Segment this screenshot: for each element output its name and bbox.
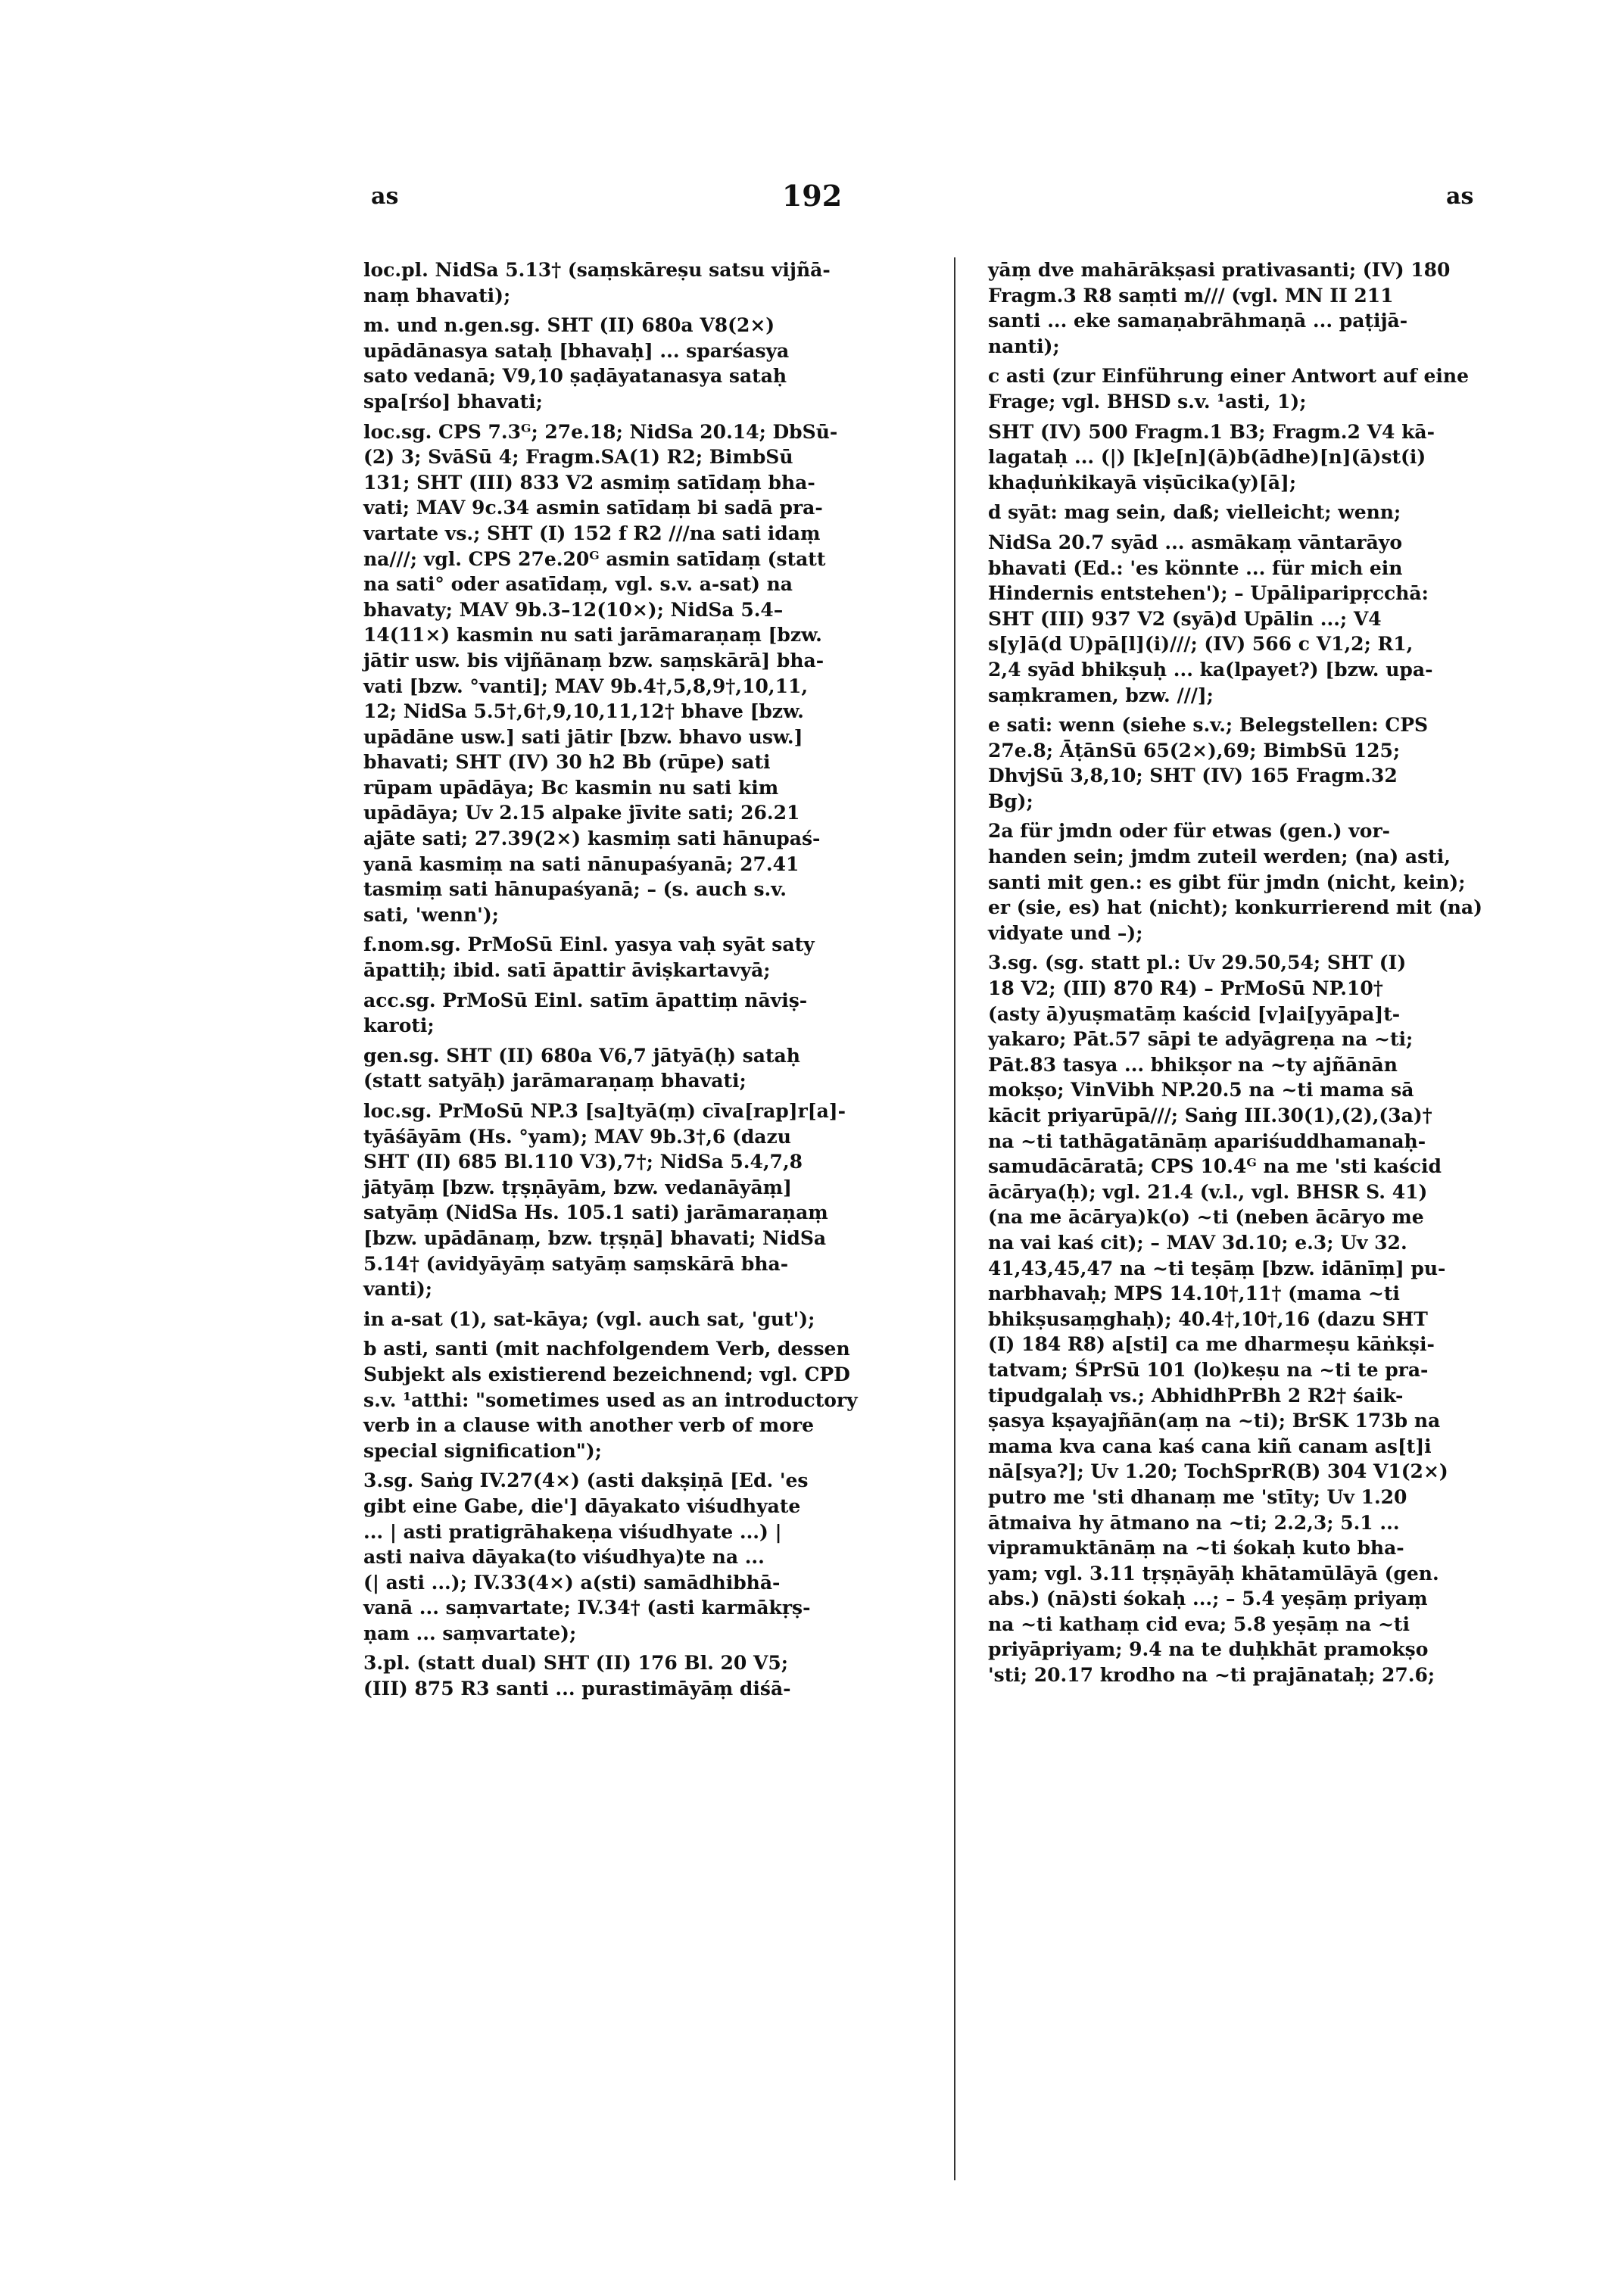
entry-line: 2,4 syād bhikṣuḥ ... ka(lpayet?) [bzw. upa- (988, 658, 1433, 681)
entry-line: b asti, santi (mit nachfolgendem Verb, dessen (363, 1338, 850, 1360)
entry-line: Fragm.3 R8 saṃti m/// (vgl. MN II 211 (988, 284, 1394, 307)
dictionary-entry (363, 1307, 897, 1332)
entry-line: upādāya; Uv 2.15 alpake jīvite sati; 26.21 (363, 802, 800, 824)
entry-line: yanā kasmiṃ na sati nānupaśyanā; 27.41 (363, 852, 800, 875)
entry-line: narbhavaḥ; MPS 14.10†,11† (mama ~ti (988, 1282, 1400, 1305)
entry-line: s.v. ¹atthi: "sometimes used as an introductory (363, 1388, 858, 1411)
entry-line: SHT (IV) 500 Fragm.1 B3; Fragm.2 V4 kā- (988, 420, 1435, 443)
entry-line: satyāṃ (NidSa Hs. 105.1 sati) jarāmaraṇaṃ (363, 1201, 828, 1224)
entry-line: 2a für jmdn oder für etwas (gen.) vor- (988, 820, 1391, 843)
entry-line: gibt eine Gabe, die'] dāyakato viśudhyate (363, 1494, 801, 1517)
entry-line: bhavaty; MAV 9b.3–12(10×); NidSa 5.4– (363, 598, 784, 621)
entry-line: ātmaiva hy ātmano na ~ti; 2.2,3; 5.1 ... (988, 1511, 1400, 1534)
left-column (363, 257, 897, 1706)
entry-line: f.nom.sg. PrMoSū Einl. yasya vaḥ syāt saty (363, 933, 815, 956)
entry-line: SHT (II) 685 Bl.110 V3),7†; NidSa 5.4,7,8 (363, 1151, 803, 1173)
dictionary-entry (988, 363, 1522, 414)
entry-line: khaḍuṅkikayā viṣūcika(y)[ā]; (988, 471, 1297, 494)
dictionary-entry (988, 712, 1522, 814)
entry-line: saṃkramen, bzw. ///]; (988, 684, 1214, 706)
entry-line: abs.) (nā)sti śokaḥ ...; – 5.4 yeṣāṃ priyaṃ (988, 1588, 1428, 1610)
entry-line: mama kva cana kaś cana kiñ canam as[t]i (988, 1435, 1432, 1457)
entry-line: santi ... eke samaṇabrāhmaṇā ... paṭijā- (988, 310, 1408, 332)
entry-line: na vai kaś cit); – MAV 3d.10; e.3; Uv 32. (988, 1231, 1407, 1254)
entry-line: 3.sg. Saṅg IV.27(4×) (asti dakṣiṇā [Ed. 'es (363, 1469, 809, 1492)
entry-line: rūpam upādāya; Bc kasmin nu sati kim (363, 776, 779, 799)
dictionary-entry (363, 419, 897, 928)
running-head-right: as (1446, 183, 1474, 210)
entry-line: āpattiḥ; ibid. satī āpattir āviṣkartavyā; (363, 959, 771, 982)
entry-line: samudācāratā; CPS 10.4ᴳ na me 'sti kaścid (988, 1155, 1442, 1178)
entry-line: priyāpriyam; 9.4 na te duḥkhāt pramokṣo (988, 1638, 1429, 1661)
entry-line: jātir usw. bis vijñānaṃ bzw. saṃskārā] bha- (363, 649, 824, 672)
entry-line: yam; vgl. 3.11 tṛṣṇāyāḥ khātamūlāyā (gen. (988, 1562, 1439, 1585)
entry-line: ... | asti pratigrāhakeṇa viśudhyate ...) | (363, 1520, 782, 1543)
entry-line: loc.pl. NidSa 5.13† (saṃskāreṣu satsu vijñā- (363, 259, 831, 281)
entry-line: tatvam; ŚPrSū 101 (lo)keṣu na ~ti te pra- (988, 1358, 1429, 1381)
entry-line: nā[sya?]; Uv 1.20; TochSprR(B) 304 V1(2×) (988, 1460, 1448, 1483)
entry-line: na ~ti kathaṃ cid eva; 5.8 yeṣāṃ na ~ti (988, 1613, 1410, 1635)
entry-line: er (sie, es) hat (nicht); konkurrierend mit (na) (988, 896, 1482, 919)
entry-line: bhavati; SHT (IV) 30 h2 Bb (rūpe) sati (363, 751, 771, 774)
entry-line: [bzw. upādānaṃ, bzw. tṛṣṇā] bhavati; NidSa (363, 1226, 827, 1249)
entry-line: special signification"); (363, 1439, 602, 1462)
dictionary-entry (363, 1043, 897, 1094)
page-number: 192 (781, 179, 843, 213)
entry-line: na///; vgl. CPS 27e.20ᴳ asmin satīdaṃ (statt (363, 547, 826, 570)
entry-line: tipudgalaḥ vs.; AbhidhPrBh 2 R2† śaik- (988, 1384, 1404, 1407)
entry-line: verb in a clause with another verb of more (363, 1414, 814, 1437)
entry-line: na ~ti tathāgatānāṃ apariśuddhamanaḥ- (988, 1130, 1426, 1152)
dictionary-entry (363, 1098, 897, 1302)
dictionary-entry (988, 257, 1522, 359)
dictionary-entry (363, 257, 897, 308)
entry-line: sato vedanā; V9,10 ṣaḍāyatanasya sataḥ (363, 365, 787, 388)
entry-line: mokṣo; VinVibh NP.20.5 na ~ti mama sā (988, 1079, 1414, 1102)
entry-line: yāṃ dve mahārākṣasi prativasanti; (IV) 180 (988, 259, 1451, 281)
dictionary-entry (988, 500, 1522, 525)
entry-line: Frage; vgl. BHSD s.v. ¹asti, 1); (988, 390, 1307, 413)
entry-line: loc.sg. CPS 7.3ᴳ; 27e.18; NidSa 20.14; DbSū- (363, 420, 838, 443)
entry-line: tyāśāyām (Hs. °yam); MAV 9b.3†,6 (dazu (363, 1125, 791, 1148)
entry-line: 18 V2; (III) 870 R4) – PrMoSū NP.10† (988, 977, 1383, 1000)
entry-line: Bg); (988, 790, 1033, 812)
dictionary-entry (363, 1468, 897, 1646)
entry-line: Subjekt als existierend bezeichnend; vgl. CPD (363, 1363, 850, 1385)
entry-line: vati; MAV 9c.34 asmin satīdaṃ bi sadā pra- (363, 497, 823, 519)
page-header (0, 179, 1624, 224)
entry-line: d syāt: mag sein, daß; vielleicht; wenn; (988, 501, 1401, 524)
entry-line: spa[rśo] bhavati; (363, 390, 543, 413)
entry-line: 27e.8; ĀṭānSū 65(2×),69; BimbSū 125; (988, 739, 1401, 762)
dictionary-entry (988, 950, 1522, 1687)
entry-line: ṣasya kṣayajñān(aṃ na ~ti); BrSK 173b na (988, 1410, 1441, 1432)
dictionary-entry (363, 932, 897, 983)
entry-line: jātyāṃ [bzw. tṛṣṇāyām, bzw. vedanāyāṃ] (363, 1176, 792, 1198)
entry-line: ācārya(ḥ); vgl. 21.4 (v.l., vgl. BHSR S. 41) (988, 1180, 1428, 1203)
dictionary-entry (363, 313, 897, 414)
entry-line: DhvjSū 3,8,10; SHT (IV) 165 Fragm.32 (988, 765, 1398, 787)
entry-line: upādāne usw.] sati jātir [bzw. bhavo usw.] (363, 725, 803, 748)
entry-line: (2) 3; SvāSū 4; Fragm.SA(1) R2; BimbSū (363, 446, 793, 469)
entry-line: e sati: wenn (siehe s.v.; Belegstellen: CPS (988, 714, 1429, 737)
entry-line: santi mit gen.: es gibt für jmdn (nicht, kein); (988, 871, 1466, 893)
entry-line: 3.sg. (sg. statt pl.: Uv 29.50,54; SHT (I) (988, 952, 1407, 974)
entry-line: karoti; (363, 1014, 435, 1037)
entry-line: in a-sat (1), sat-kāya; (vgl. auch sat, 'gut'); (363, 1307, 815, 1330)
entry-line: putro me 'sti dhanaṃ me 'stīty; Uv 1.20 (988, 1485, 1407, 1508)
entry-line: na sati° oder asatīdaṃ, vgl. s.v. a-sat) na (363, 573, 793, 596)
entry-line: Hindernis entstehen'); – Upāliparipṛcchā: (988, 582, 1429, 605)
entry-line: 'sti; 20.17 krodho na ~ti prajānataḥ; 27.6; (988, 1664, 1435, 1687)
entry-line: c asti (zur Einführung einer Antwort auf eine (988, 365, 1469, 388)
entry-line: sati, 'wenn'); (363, 903, 499, 926)
entry-line: ajāte sati; 27.39(2×) kasmiṃ sati hānupaś- (363, 827, 821, 850)
entry-line: NidSa 20.7 syād ... asmākaṃ vāntarāyo (988, 531, 1402, 553)
entry-line: vartate vs.; SHT (I) 152 f R2 ///na sati idaṃ (363, 522, 821, 544)
entry-line: lagataḥ ... (|) [k]e[n](ā)b(ādhe)[n](ā)st(i) (988, 446, 1426, 469)
entry-line: (asty ā)yuṣmatāṃ kaścid [v]ai[yyāpa]t- (988, 1002, 1401, 1025)
dictionary-entry (363, 1336, 897, 1463)
entry-line: vipramuktānāṃ na ~ti śokaḥ kuto bha- (988, 1537, 1404, 1560)
entry-line: asti naiva dāyaka(to viśudhya)te na ... (363, 1546, 765, 1569)
entry-line: nanti); (988, 335, 1060, 357)
entry-line: (statt satyāḥ) jarāmaraṇaṃ bhavati; (363, 1070, 747, 1092)
entry-line: loc.sg. PrMoSū NP.3 [sa]tyā(ṃ) cīva[rap]r[a]- (363, 1100, 846, 1122)
entry-line: 3.pl. (statt dual) SHT (II) 176 Bl. 20 V5; (363, 1652, 788, 1675)
entry-line: acc.sg. PrMoSū Einl. satīm āpattiṃ nāviṣ- (363, 989, 808, 1011)
dictionary-entry (988, 419, 1522, 496)
entry-line: 12; NidSa 5.5†,6†,9,10,11,12† bhave [bzw. (363, 700, 804, 723)
entry-line: kācit priyarūpā///; Saṅg III.30(1),(2),(3a)† (988, 1105, 1432, 1126)
entry-line: vanā ... saṃvartate; IV.34† (asti karmākṛṣ- (363, 1597, 811, 1619)
entry-line: handen sein; jmdm zuteil werden; (na) asti, (988, 846, 1451, 868)
entry-line: 41,43,45,47 na ~ti teṣāṃ [bzw. idānīṃ] pu- (988, 1257, 1446, 1279)
entry-line: bhikṣusaṃghaḥ); 40.4†,10†,16 (dazu SHT (988, 1307, 1428, 1330)
entry-line: naṃ bhavati); (363, 284, 511, 307)
entry-line: tasmiṃ sati hānupaśyanā; – (s. auch s.v. (363, 878, 787, 901)
entry-line: yakaro; Pāt.57 sāpi te adyāgreṇa na ~ti; (988, 1028, 1414, 1051)
entry-line: m. und n.gen.sg. SHT (II) 680a V8(2×) (363, 314, 775, 337)
entry-line: 14(11×) kasmin nu sati jarāmaraṇaṃ [bzw. (363, 624, 822, 647)
entry-line: Pāt.83 tasya ... bhikṣor na ~ty ajñānān (988, 1053, 1398, 1076)
entry-line: 131; SHT (III) 833 V2 asmiṃ satīdaṃ bha- (363, 471, 815, 494)
column-divider (954, 257, 955, 2180)
running-head-left: as (371, 183, 399, 210)
dictionary-entry (988, 818, 1522, 946)
entry-line: upādānasya sataḥ [bhavaḥ] ... sparśasya (363, 339, 790, 362)
entry-line: vati [bzw. °vanti]; MAV 9b.4†,5,8,9†,10,11, (363, 675, 809, 697)
dictionary-entry (988, 530, 1522, 708)
entry-line: ṇam ... saṃvartate); (363, 1622, 577, 1644)
entry-line: gen.sg. SHT (II) 680a V6,7 jātyā(ḥ) sataḥ (363, 1044, 800, 1067)
entry-line: SHT (III) 937 V2 (syā)d Upālin ...; V4 (988, 607, 1382, 630)
entry-line: 5.14† (avidyāyāṃ satyāṃ saṃskārā bha- (363, 1252, 789, 1275)
dictionary-entry (363, 1650, 897, 1701)
right-column (988, 257, 1522, 1693)
entry-line: (III) 875 R3 santi ... purastimāyāṃ diśā- (363, 1678, 791, 1700)
entry-line: s[y]ā(d U)pā[l](i)///; (IV) 566 c V1,2; R1, (988, 633, 1414, 656)
entry-line: (| asti ...); IV.33(4×) a(sti) samādhibhā- (363, 1571, 781, 1594)
entry-line: bhavati (Ed.: 'es könnte ... für mich ein (988, 556, 1403, 579)
entry-line: (na me ācārya)k(o) ~ti (neben ācāryo me (988, 1206, 1424, 1229)
dictionary-entry (363, 988, 897, 1039)
entry-line: (I) 184 R8) a[sti] ca me dharmeṣu kāṅkṣi- (988, 1333, 1435, 1356)
entry-line: vidyate und –); (988, 921, 1143, 944)
entry-line: vanti); (363, 1278, 433, 1301)
